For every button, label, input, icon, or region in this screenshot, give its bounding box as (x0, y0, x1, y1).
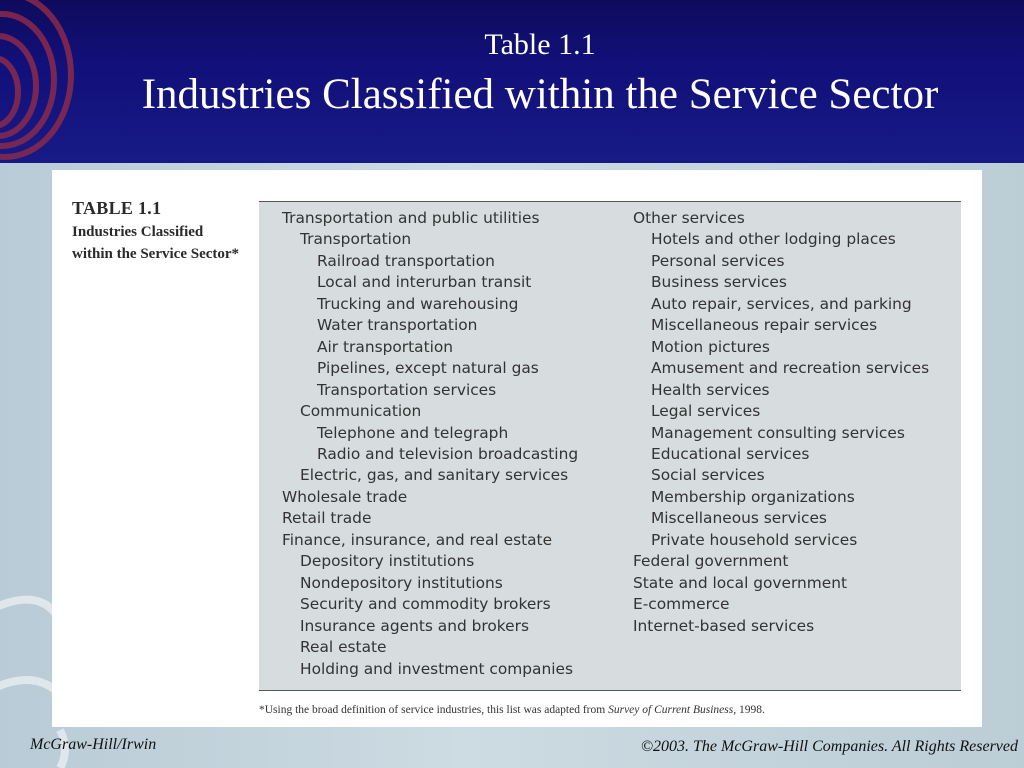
table-row: Air transportation (317, 337, 454, 356)
table-row: Transportation (300, 230, 412, 249)
table-row: Auto repair, services, and parking (651, 294, 912, 313)
table-number: TABLE 1.1 (72, 198, 162, 218)
table-row: Electric, gas, and sanitary services (300, 466, 569, 485)
table-row: Miscellaneous services (651, 509, 827, 528)
footnote-source: Survey of Current Business, (608, 704, 737, 716)
table-row: Nondepository institutions (300, 573, 503, 592)
table-row: Miscellaneous repair services (651, 316, 878, 335)
table-row: Internet-based services (633, 616, 815, 635)
table-row: Business services (651, 273, 787, 292)
table-row: Federal government (633, 552, 789, 571)
copyright-notice: ©2003. The McGraw-Hill Companies. All Rights Reserved (640, 738, 1018, 755)
table-row: Health services (651, 380, 770, 399)
slide-title: Industries Classified within the Service Sector (141, 71, 939, 118)
table-row: Insurance agents and brokers (300, 616, 529, 635)
table-row: E-commerce (633, 595, 730, 614)
table-row: Educational services (651, 444, 810, 463)
table-description: Industries Classified within the Service Sector* (72, 224, 240, 262)
table-row: Amusement and recreation services (651, 359, 930, 378)
table-row: Retail trade (282, 509, 372, 528)
table-row: Legal services (651, 402, 761, 421)
table-row: Water transportation (317, 316, 478, 335)
footnote-text: *Using the broad definition of service industries, this list was adapted from (259, 704, 606, 716)
table-column-right (633, 208, 929, 637)
table-caption (72, 198, 242, 265)
table-column-left (282, 208, 578, 680)
table-row: Private household services (651, 530, 858, 549)
table-row: Radio and television broadcasting (317, 444, 579, 463)
table-row: Real estate (300, 638, 387, 657)
table-row: Membership organizations (651, 487, 855, 506)
table-row: Transportation and public utilities (282, 209, 540, 227)
table-row: Management consulting services (651, 423, 905, 442)
table-row: Transportation services (317, 380, 497, 399)
table-panel (52, 170, 982, 727)
table-row: Motion pictures (651, 337, 770, 356)
table-row: Trucking and warehousing (317, 294, 519, 313)
industry-table (259, 201, 961, 691)
table-row: Telephone and telegraph (317, 423, 509, 442)
table-row: Other services (633, 209, 745, 227)
table-row: Finance, insurance, and real estate (282, 530, 553, 549)
table-row: Holding and investment companies (300, 659, 573, 678)
table-row: Depository institutions (300, 552, 475, 571)
table-row: Pipelines, except natural gas (317, 359, 539, 378)
footnote-year: 1998. (738, 704, 765, 716)
slide-table-label: Table 1.1 (484, 28, 596, 61)
table-row: Security and commodity brokers (300, 595, 551, 614)
table-row: Wholesale trade (282, 487, 408, 506)
table-row: Local and interurban transit (317, 273, 532, 292)
title-bar (0, 0, 1024, 163)
publisher-label: McGraw-Hill/Irwin (30, 736, 157, 753)
table-row: Personal services (651, 251, 785, 270)
table-row: Communication (300, 402, 422, 421)
table-row: Railroad transportation (317, 251, 495, 270)
table-footnote (259, 704, 765, 716)
table-row: State and local government (633, 573, 848, 592)
table-row: Social services (651, 466, 765, 485)
table-row: Hotels and other lodging places (651, 230, 896, 249)
